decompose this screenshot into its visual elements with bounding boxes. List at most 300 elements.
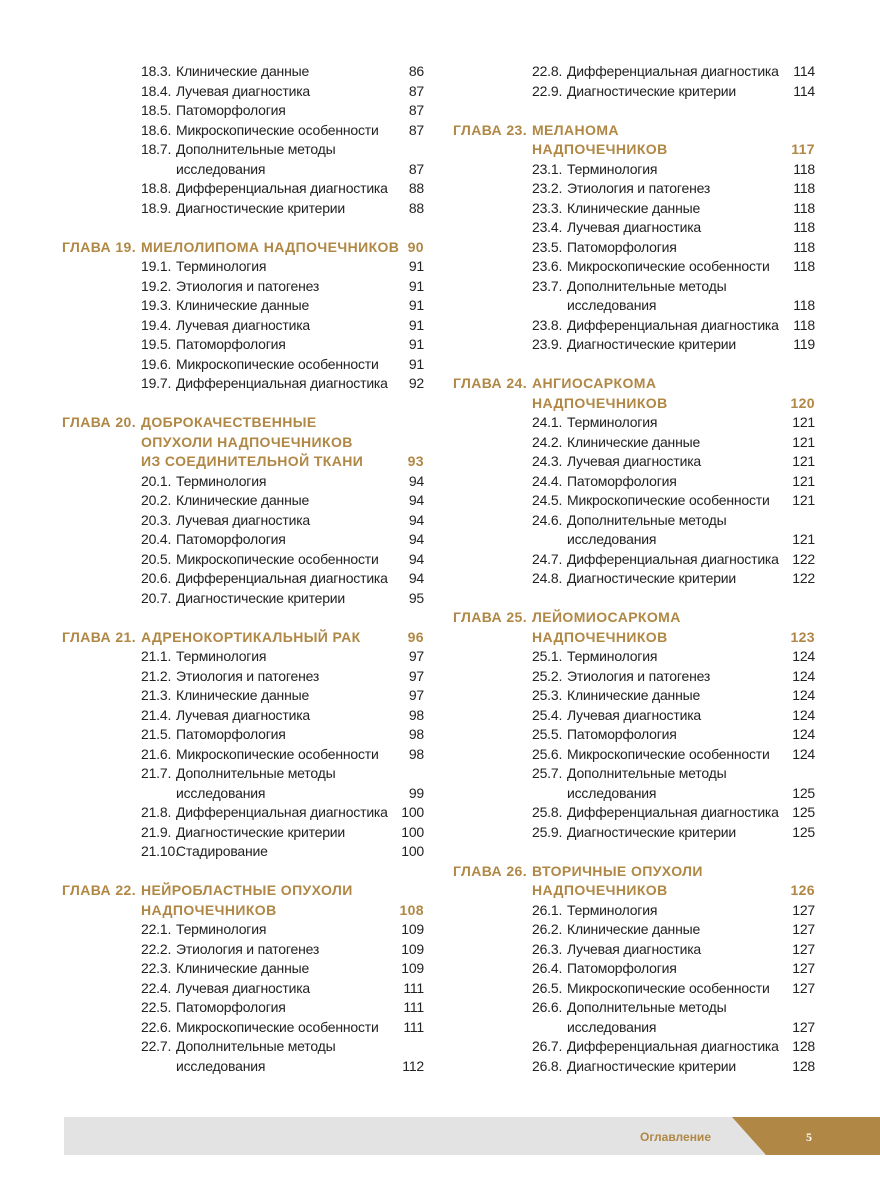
entry-number: 22.8.: [532, 63, 563, 79]
toc-entry[interactable]: [453, 62, 815, 82]
page-number: 124: [792, 648, 815, 664]
toc-entry[interactable]: [62, 842, 424, 862]
entry-title: Дополнительные методы: [567, 765, 727, 781]
entry-number: 23.6.: [532, 258, 563, 274]
toc-entry[interactable]: [453, 1018, 815, 1038]
page-number: 121: [792, 414, 815, 430]
entry-title: Патоморфология: [176, 999, 286, 1015]
page-number: 109: [401, 960, 424, 976]
page-number: 96: [407, 628, 424, 645]
entry-title: Этиология и патогенез: [176, 940, 320, 957]
chapter-title: НЕЙРОБЛАСТНЫЕ ОПУХОЛИ: [141, 882, 353, 898]
toc-entry[interactable]: [453, 979, 815, 999]
toc-chapter-line[interactable]: [62, 433, 424, 453]
page-number: 121: [792, 531, 815, 547]
entry-number: 19.5.: [141, 336, 172, 352]
chapter-title: ДОБРОКАЧЕСТВЕННЫЕ: [141, 414, 317, 430]
page-number: 99: [408, 784, 424, 801]
toc-entry[interactable]: [62, 472, 424, 492]
toc-entry[interactable]: [453, 998, 815, 1018]
entry-number: 26.5.: [532, 979, 563, 996]
page-number: 100: [401, 843, 424, 859]
entry-number: 24.4.: [532, 472, 563, 489]
toc-entry[interactable]: [62, 374, 424, 394]
page-number: 109: [401, 921, 424, 937]
toc-entry[interactable]: [62, 940, 424, 960]
toc-entry[interactable]: [62, 316, 424, 336]
entry-number: 23.9.: [532, 336, 563, 352]
entry-title: Лучевая диагностика: [567, 453, 702, 469]
toc-entry[interactable]: [453, 218, 815, 238]
page-number: 118: [793, 238, 815, 255]
section-spacer: [453, 589, 815, 609]
toc-entry[interactable]: [62, 257, 424, 277]
page-number: 97: [408, 667, 424, 684]
toc-entry[interactable]: [453, 823, 815, 843]
toc-right-column: [453, 62, 815, 1076]
chapter-label: ГЛАВА 20.: [62, 414, 136, 430]
page-number: 98: [408, 726, 424, 742]
entry-title: Терминология: [176, 472, 267, 489]
entry-number: 25.3.: [532, 687, 563, 703]
toc-entry[interactable]: [62, 979, 424, 999]
page-number: 109: [401, 940, 424, 957]
toc-entry[interactable]: [453, 901, 815, 921]
entry-number: 18.6.: [141, 121, 172, 138]
toc-entry[interactable]: [453, 160, 815, 180]
page-number: 88: [408, 199, 424, 216]
toc-entry[interactable]: [453, 257, 815, 277]
toc-chapter-line[interactable]: [453, 628, 815, 648]
toc-entry[interactable]: [62, 725, 424, 745]
section-spacer: [453, 355, 815, 375]
entry-title: Дифференциальная диагностика: [567, 1038, 779, 1054]
toc-entry[interactable]: [62, 101, 424, 121]
toc-chapter-line[interactable]: [453, 121, 815, 141]
page-number: 94: [408, 550, 424, 567]
entry-title: Дополнительные методы: [176, 765, 336, 781]
entry-title: Этиология и патогенез: [567, 667, 711, 684]
entry-number: 21.7.: [141, 765, 172, 781]
entry-number: 23.4.: [532, 219, 563, 235]
entry-title: Диагностические критерии: [567, 1057, 737, 1074]
toc-chapter-line[interactable]: [62, 901, 424, 921]
entry-title: Лучевая диагностика: [567, 706, 702, 723]
page-number: 94: [408, 570, 424, 586]
entry-title: Терминология: [176, 921, 267, 937]
toc-entry[interactable]: [453, 413, 815, 433]
entry-title: исследования: [176, 160, 266, 177]
page-number: 124: [792, 667, 815, 684]
entry-title: Клинические данные: [176, 63, 310, 79]
entry-number: 26.1.: [532, 901, 563, 918]
entry-number: 20.4.: [141, 531, 172, 547]
toc-entry[interactable]: [453, 1057, 815, 1077]
toc-entry[interactable]: [62, 706, 424, 726]
toc-entry[interactable]: [62, 764, 424, 784]
toc-entry[interactable]: [62, 803, 424, 823]
entry-title: исследования: [567, 297, 657, 313]
page-number: 127: [792, 921, 815, 937]
entry-number: 26.4.: [532, 960, 563, 976]
entry-number: 19.2.: [141, 277, 172, 294]
entry-number: 25.4.: [532, 706, 563, 723]
page-number: 91: [408, 297, 424, 313]
entry-number: 18.3.: [141, 63, 172, 79]
page-number: 125: [792, 823, 815, 840]
entry-number: 24.1.: [532, 414, 563, 430]
toc-entry[interactable]: [453, 803, 815, 823]
toc-entry[interactable]: [453, 667, 815, 687]
page-number: 94: [408, 472, 424, 489]
toc-entry[interactable]: [62, 160, 424, 180]
toc-entry[interactable]: [453, 82, 815, 102]
toc-entry[interactable]: [62, 1057, 424, 1077]
page-number: 97: [408, 648, 424, 664]
page-number: 118: [793, 180, 815, 196]
page-number: 91: [408, 355, 424, 372]
entry-number: 25.6.: [532, 745, 563, 762]
entry-title: Терминология: [176, 648, 267, 664]
chapter-title: НАДПОЧЕЧНИКОВ: [532, 882, 668, 898]
toc-entry[interactable]: [453, 550, 815, 570]
entry-number: 18.5.: [141, 102, 172, 118]
entry-title: Патоморфология: [567, 472, 677, 489]
toc-entry[interactable]: [453, 725, 815, 745]
entry-number: 25.2.: [532, 667, 563, 684]
entry-title: Дополнительные методы: [567, 511, 727, 528]
entry-title: Микроскопические особенности: [176, 121, 379, 138]
entry-number: 24.3.: [532, 453, 563, 469]
page-number: 97: [408, 687, 424, 703]
entry-number: 20.2.: [141, 492, 172, 508]
toc-entry[interactable]: [453, 784, 815, 804]
toc-entry[interactable]: [453, 764, 815, 784]
toc-entry[interactable]: [453, 238, 815, 258]
page-number: 111: [403, 1018, 424, 1035]
page-number: 100: [401, 823, 424, 840]
entry-title: Патоморфология: [176, 531, 286, 547]
page-number: 93: [407, 453, 424, 469]
toc-entry[interactable]: [453, 491, 815, 511]
page-number: 118: [793, 160, 815, 177]
entry-number: 20.6.: [141, 570, 172, 586]
toc-entry[interactable]: [62, 784, 424, 804]
section-spacer: [453, 101, 815, 121]
toc-chapter-line[interactable]: [453, 394, 815, 414]
toc-entry[interactable]: [62, 686, 424, 706]
entry-title: Лучевая диагностика: [176, 316, 311, 333]
toc-entry[interactable]: [453, 686, 815, 706]
toc-left-column: [62, 62, 424, 1076]
toc-chapter-line[interactable]: [62, 628, 424, 648]
toc-entry[interactable]: [62, 511, 424, 531]
page-number: 108: [399, 901, 424, 918]
page-number: 118: [793, 316, 815, 333]
toc-entry[interactable]: [453, 179, 815, 199]
page-number: 112: [402, 1057, 424, 1074]
entry-title: Дифференциальная диагностика: [567, 63, 779, 79]
page-number: 91: [408, 258, 424, 274]
entry-title: Клинические данные: [176, 687, 310, 703]
toc-entry[interactable]: [62, 667, 424, 687]
entry-number: 23.2.: [532, 180, 563, 196]
page-number: 125: [792, 804, 815, 820]
entry-number: 24.2.: [532, 433, 563, 450]
toc-chapter-line[interactable]: [453, 374, 815, 394]
toc-entry[interactable]: [62, 121, 424, 141]
entry-title: исследования: [176, 784, 266, 801]
page-number: 100: [401, 804, 424, 820]
toc-chapter-line[interactable]: [453, 881, 815, 901]
toc-entry[interactable]: [453, 1037, 815, 1057]
toc-chapter-line[interactable]: [62, 413, 424, 433]
toc-entry[interactable]: [62, 296, 424, 316]
toc-entry[interactable]: [62, 199, 424, 219]
entry-title: Лучевая диагностика: [176, 979, 311, 996]
page-number: 98: [408, 745, 424, 762]
toc-chapter-line[interactable]: [62, 238, 424, 258]
entry-number: 25.7.: [532, 765, 563, 781]
toc-entry[interactable]: [453, 511, 815, 531]
entry-title: Клинические данные: [567, 199, 701, 216]
toc-entry[interactable]: [453, 940, 815, 960]
entry-title: Клинические данные: [176, 297, 310, 313]
entry-number: 21.10.: [141, 843, 179, 859]
entry-number: 25.9.: [532, 823, 563, 840]
chapter-label: ГЛАВА 19.: [62, 238, 136, 255]
toc-entry[interactable]: [62, 1037, 424, 1057]
entry-number: 25.8.: [532, 804, 563, 820]
entry-number: 19.6.: [141, 355, 172, 372]
entry-title: Дополнительные методы: [176, 141, 336, 157]
chapter-title: ОПУХОЛИ НАДПОЧЕЧНИКОВ: [141, 433, 353, 450]
entry-number: 26.2.: [532, 921, 563, 937]
entry-number: 21.8.: [141, 804, 172, 820]
entry-number: 22.5.: [141, 999, 172, 1015]
entry-title: Диагностические критерии: [176, 589, 346, 606]
section-spacer: [453, 842, 815, 862]
entry-title: Диагностические критерии: [176, 823, 346, 840]
page-number: 123: [790, 628, 815, 645]
entry-title: Этиология и патогенез: [176, 277, 320, 294]
toc-entry[interactable]: [62, 569, 424, 589]
toc-entry[interactable]: [62, 589, 424, 609]
toc-entry[interactable]: [453, 647, 815, 667]
toc-entry[interactable]: [453, 335, 815, 355]
page-number: 127: [792, 1018, 815, 1035]
page-number: 118: [793, 258, 815, 274]
page-number: 121: [792, 472, 815, 489]
entry-number: 24.7.: [532, 550, 563, 567]
entry-number: 20.3.: [141, 511, 172, 528]
entry-title: Клинические данные: [176, 960, 310, 976]
entry-title: Клинические данные: [567, 687, 701, 703]
toc-entry[interactable]: [62, 550, 424, 570]
entry-title: Клинические данные: [567, 921, 701, 937]
toc-entry[interactable]: [62, 277, 424, 297]
toc-entry[interactable]: [453, 745, 815, 765]
entry-number: 19.7.: [141, 375, 172, 391]
entry-title: Микроскопические особенности: [176, 550, 379, 567]
entry-number: 21.9.: [141, 823, 172, 840]
entry-number: 24.5.: [532, 492, 563, 508]
entry-title: Патоморфология: [567, 960, 677, 976]
entry-number: 26.3.: [532, 940, 563, 957]
entry-number: 22.4.: [141, 979, 172, 996]
entry-title: Микроскопические особенности: [567, 979, 770, 996]
entry-title: Дифференциальная диагностика: [176, 804, 388, 820]
toc-entry[interactable]: [453, 316, 815, 336]
page-number: 114: [793, 63, 815, 79]
page-number: 125: [792, 784, 815, 801]
toc-entry[interactable]: [62, 355, 424, 375]
entry-number: 20.7.: [141, 589, 172, 606]
entry-number: 21.5.: [141, 726, 172, 742]
toc-entry[interactable]: [62, 647, 424, 667]
chapter-title: НАДПОЧЕЧНИКОВ: [532, 141, 668, 157]
page-number: 122: [792, 570, 815, 586]
toc-entry[interactable]: [62, 179, 424, 199]
entry-title: Микроскопические особенности: [176, 1018, 379, 1035]
toc-entry[interactable]: [62, 1018, 424, 1038]
toc-entry[interactable]: [453, 452, 815, 472]
toc-entry[interactable]: [62, 998, 424, 1018]
entry-number: 21.4.: [141, 706, 172, 723]
page-number: 124: [792, 726, 815, 742]
toc-entry[interactable]: [453, 277, 815, 297]
toc-entry[interactable]: [62, 491, 424, 511]
entry-title: Терминология: [567, 414, 658, 430]
entry-title: Этиология и патогенез: [567, 180, 711, 196]
entry-title: Патоморфология: [176, 726, 286, 742]
toc-entry[interactable]: [62, 745, 424, 765]
entry-number: 25.1.: [532, 648, 563, 664]
entry-number: 23.8.: [532, 316, 563, 333]
entry-title: Диагностические критерии: [567, 570, 737, 586]
page-number: 86: [408, 63, 424, 79]
toc-chapter-line[interactable]: [453, 862, 815, 882]
entry-number: 26.8.: [532, 1057, 563, 1074]
toc-entry[interactable]: [62, 62, 424, 82]
entry-title: Диагностические критерии: [567, 82, 737, 99]
toc-entry[interactable]: [453, 569, 815, 589]
entry-number: 19.1.: [141, 258, 172, 274]
toc-chapter-line[interactable]: [453, 140, 815, 160]
chapter-title: ВТОРИЧНЫЕ ОПУХОЛИ: [532, 862, 703, 879]
toc-entry[interactable]: [453, 959, 815, 979]
entry-title: Лучевая диагностика: [176, 511, 311, 528]
chapter-label: ГЛАВА 23.: [453, 121, 527, 138]
toc-chapter-line[interactable]: [453, 608, 815, 628]
toc-entry[interactable]: [62, 530, 424, 550]
page-number: 118: [793, 297, 815, 313]
entry-title: Дифференциальная диагностика: [176, 570, 388, 586]
entry-title: Стадирование: [176, 843, 268, 859]
page-number: 92: [408, 375, 424, 391]
entry-number: 22.7.: [141, 1038, 172, 1054]
chapter-label: ГЛАВА 21.: [62, 628, 136, 645]
toc-entry[interactable]: [453, 706, 815, 726]
page-number: 114: [793, 82, 815, 99]
chapter-title: НАДПОЧЕЧНИКОВ: [532, 628, 668, 645]
page-number: 124: [792, 745, 815, 762]
entry-title: Лучевая диагностика: [176, 706, 311, 723]
page-number: 121: [792, 433, 815, 450]
page-number: 122: [792, 550, 815, 567]
section-spacer: [62, 218, 424, 238]
entry-title: Патоморфология: [176, 336, 286, 352]
entry-title: Терминология: [176, 258, 267, 274]
entry-number: 26.6.: [532, 999, 563, 1015]
toc-chapter-line[interactable]: [62, 881, 424, 901]
section-spacer: [62, 608, 424, 628]
page-number: 87: [408, 121, 424, 138]
chapter-title: НАДПОЧЕЧНИКОВ: [532, 394, 668, 411]
entry-title: Патоморфология: [176, 102, 286, 118]
toc-entry[interactable]: [62, 823, 424, 843]
page-number: 117: [791, 141, 815, 157]
toc-entry[interactable]: [453, 472, 815, 492]
toc-entry[interactable]: [453, 199, 815, 219]
entry-title: Микроскопические особенности: [176, 355, 379, 372]
toc-chapter-line[interactable]: [62, 452, 424, 472]
entry-title: Диагностические критерии: [567, 336, 737, 352]
toc-entry[interactable]: [62, 335, 424, 355]
page-number: 121: [792, 453, 815, 469]
toc-entry[interactable]: [453, 296, 815, 316]
entry-number: 22.6.: [141, 1018, 172, 1035]
toc-entry[interactable]: [62, 140, 424, 160]
toc-entry[interactable]: [453, 530, 815, 550]
page-number: 127: [792, 979, 815, 996]
entry-title: Микроскопические особенности: [176, 745, 379, 762]
page-number: 94: [408, 511, 424, 528]
entry-number: 19.4.: [141, 316, 172, 333]
entry-title: Дополнительные методы: [176, 1038, 336, 1054]
page-number: 87: [408, 82, 424, 99]
entry-title: исследования: [567, 531, 657, 547]
page-number: 87: [408, 160, 424, 177]
toc-entry[interactable]: [453, 433, 815, 453]
chapter-title: АДРЕНОКОРТИКАЛЬНЫЙ РАК: [141, 628, 361, 645]
toc-entry[interactable]: [453, 920, 815, 940]
entry-number: 24.6.: [532, 511, 563, 528]
entry-title: Диагностические критерии: [176, 199, 346, 216]
page-number: 90: [407, 238, 424, 255]
chapter-title: МИЕЛОЛИПОМА НАДПОЧЕЧНИКОВ: [141, 238, 400, 255]
page-number: 124: [792, 706, 815, 723]
entry-number: 21.2.: [141, 667, 172, 684]
entry-number: 23.7.: [532, 277, 563, 294]
entry-title: Этиология и патогенез: [176, 667, 320, 684]
page-number: 94: [408, 492, 424, 508]
entry-number: 21.6.: [141, 745, 172, 762]
entry-title: Терминология: [567, 160, 658, 177]
toc-entry[interactable]: [62, 920, 424, 940]
entry-title: Микроскопические особенности: [567, 492, 770, 508]
page-number: 128: [792, 1038, 815, 1054]
toc-entry[interactable]: [62, 959, 424, 979]
page-number: 91: [408, 336, 424, 352]
entry-title: Дифференциальная диагностика: [176, 180, 388, 196]
toc-entry[interactable]: [62, 82, 424, 102]
page-number: 98: [408, 706, 424, 723]
page-number: 127: [792, 940, 815, 957]
page-number: 111: [403, 999, 424, 1015]
entry-title: Дифференциальная диагностика: [567, 316, 779, 333]
entry-title: Патоморфология: [567, 238, 677, 255]
